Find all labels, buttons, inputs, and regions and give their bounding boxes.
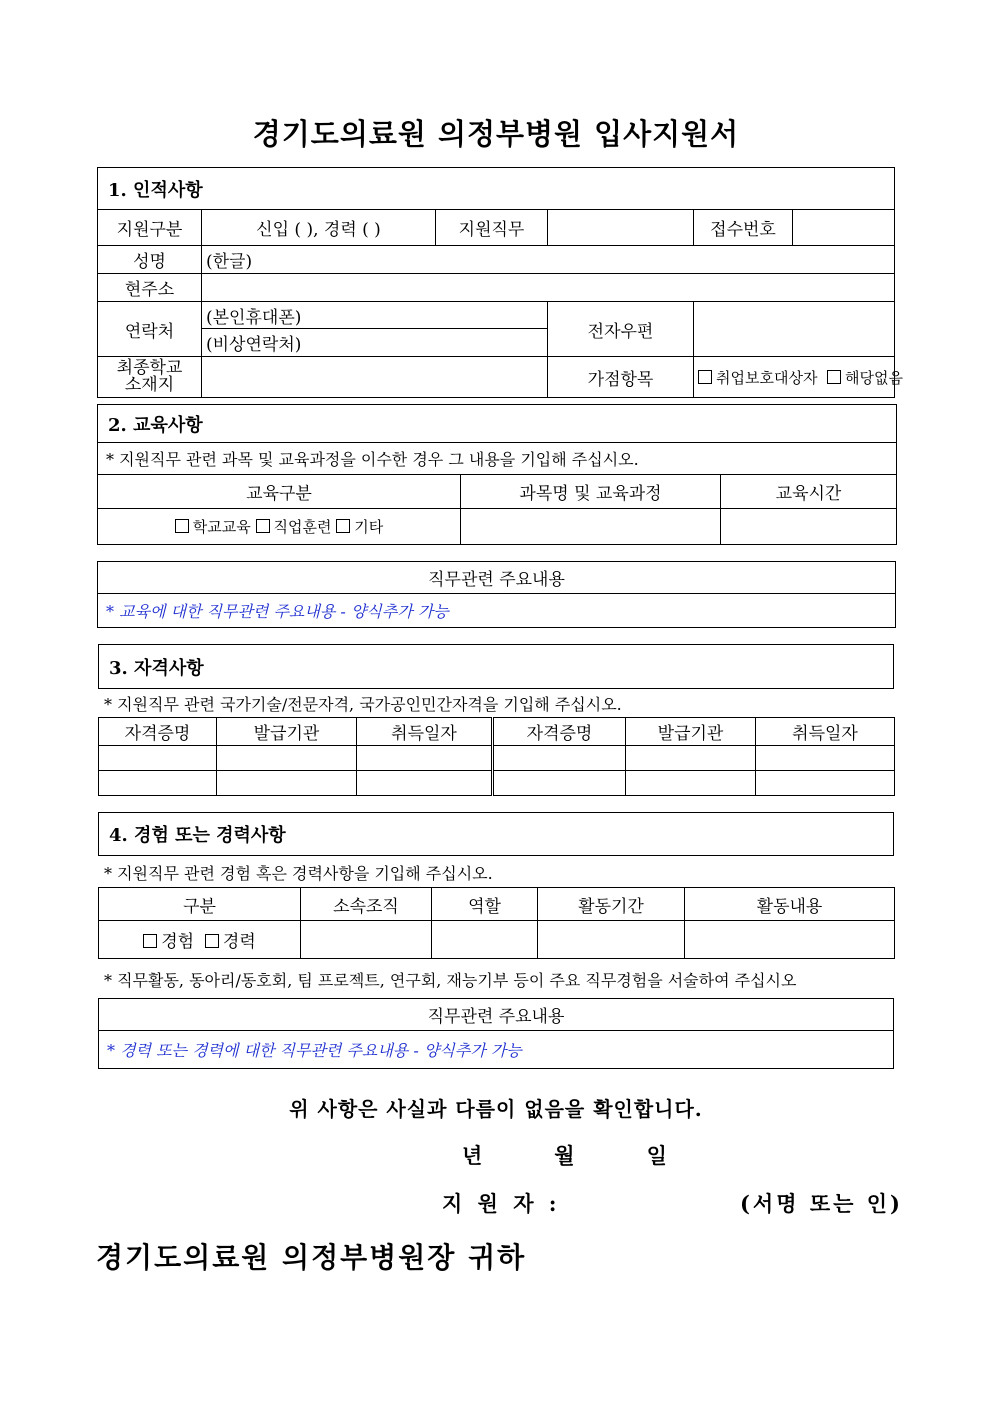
receipt-label: 접수번호 <box>694 210 793 246</box>
signature-label: (서명 또는 인) <box>740 1191 903 1216</box>
date-line <box>462 1140 739 1170</box>
section3-heading: 3. 자격사항 <box>99 645 894 689</box>
school-label-line1: 최종학교 <box>116 358 183 378</box>
section1-heading: 1. 인적사항 <box>98 168 895 210</box>
edu-type-header: 교육구분 <box>98 475 461 509</box>
cert-col-issuer-1: 발급기관 <box>217 718 357 746</box>
checkbox-other[interactable] <box>336 519 350 533</box>
cert-cell[interactable] <box>99 746 217 771</box>
checkbox-veteran[interactable] <box>698 370 712 384</box>
school-label <box>98 357 202 398</box>
exp-type-options <box>99 921 301 959</box>
education-table <box>97 404 897 545</box>
checkbox-school[interactable] <box>175 519 189 533</box>
cert-cell[interactable] <box>756 771 895 796</box>
section3-note: * 지원직무 관련 국가기술/전문자격, 국가공인민간자격을 기입해 주십시오. <box>104 695 622 714</box>
exp-col-org: 소속조직 <box>301 888 432 921</box>
section4-note2: * 직무활동, 동아리/동호회, 팀 프로젝트, 연구회, 재능기부 등이 주요 직무경험을 서술하여 주십시오 <box>104 971 797 990</box>
cert-cell[interactable] <box>493 746 626 771</box>
bonus-label: 가점항목 <box>548 357 694 398</box>
checkbox-experience[interactable] <box>143 934 157 948</box>
edu-hours-field[interactable] <box>721 509 897 545</box>
edu-detail-header: 직무관련 주요내용 <box>98 562 896 594</box>
recipient-line: 경기도의료원 의정부병원장 귀하 <box>96 1241 527 1274</box>
exp-detail-header: 직무관련 주요내용 <box>99 999 894 1031</box>
bonus-options <box>694 357 903 398</box>
address-label: 현주소 <box>98 274 202 302</box>
cert-cell[interactable] <box>626 771 756 796</box>
cert-cell[interactable] <box>357 746 493 771</box>
exp-col-activity: 활동내용 <box>685 888 895 921</box>
school-field[interactable] <box>202 357 548 398</box>
cert-col-name-1: 자격증명 <box>99 718 217 746</box>
cert-cell[interactable] <box>493 771 626 796</box>
exp-activity-field[interactable] <box>685 921 895 959</box>
applicant-label: 지 원 자 : <box>442 1191 561 1216</box>
exp-period-field[interactable] <box>538 921 685 959</box>
edu-detail-field[interactable]: * 교육에 대한 직무관련 주요내용 - 양식추가 가능 <box>98 594 896 628</box>
cert-cell[interactable] <box>99 771 217 796</box>
month-label: 월 <box>554 1143 575 1168</box>
personal-info-table <box>97 167 903 398</box>
edu-hours-header: 교육시간 <box>721 475 897 509</box>
section4-heading: 4. 경험 또는 경력사항 <box>99 813 894 856</box>
apply-type-label: 지원구분 <box>98 210 202 246</box>
receipt-field[interactable] <box>793 210 895 246</box>
cert-cell[interactable] <box>217 771 357 796</box>
cert-col-name-2: 자격증명 <box>493 718 626 746</box>
experience-detail-table <box>98 998 894 1069</box>
career-label: 경력 <box>222 932 256 952</box>
section4-note: * 지원직무 관련 경험 혹은 경력사항을 기입해 주십시오. <box>104 864 493 883</box>
exp-col-type: 구분 <box>99 888 301 921</box>
exp-role-field[interactable] <box>432 921 538 959</box>
veteran-label: 취업보호대상자 <box>716 368 818 387</box>
email-label: 전자우편 <box>548 302 694 357</box>
checkbox-career[interactable] <box>205 934 219 948</box>
exp-col-role: 역할 <box>432 888 538 921</box>
cert-cell[interactable] <box>626 746 756 771</box>
edu-course-header: 과목명 및 교육과정 <box>461 475 721 509</box>
exp-detail-field[interactable]: * 경력 또는 경력에 대한 직무관련 주요내용 - 양식추가 가능 <box>99 1031 894 1069</box>
experience-table <box>98 887 895 959</box>
job-field[interactable] <box>548 210 694 246</box>
cert-col-issuer-2: 발급기관 <box>626 718 756 746</box>
checkbox-vocational[interactable] <box>256 519 270 533</box>
cert-col-date-2: 취득일자 <box>756 718 895 746</box>
section2-note: * 지원직무 관련 과목 및 교육과정을 이수한 경우 그 내용을 기입해 주십시오. <box>98 443 897 475</box>
school-edu-label: 학교교육 <box>192 518 251 536</box>
cert-cell[interactable] <box>217 746 357 771</box>
cert-col-date-1: 취득일자 <box>357 718 493 746</box>
vocational-label: 직업훈련 <box>273 518 332 536</box>
confirmation-statement: 위 사항은 사실과 다름이 없음을 확인합니다. <box>289 1097 703 1121</box>
experience-heading-table <box>98 812 894 856</box>
other-label: 기타 <box>354 518 384 536</box>
name-field[interactable]: (한글) <box>202 246 895 274</box>
cert-cell[interactable] <box>756 746 895 771</box>
certificate-table <box>98 717 895 796</box>
phone-field[interactable]: (본인휴대폰) <box>202 302 548 329</box>
day-label: 일 <box>646 1143 667 1168</box>
emergency-field[interactable]: (비상연락처) <box>202 329 548 357</box>
edu-course-field[interactable] <box>461 509 721 545</box>
apply-type-field[interactable]: 신입 ( ), 경력 ( ) <box>202 210 436 246</box>
page-title: 경기도의료원 의정부병원 입사지원서 <box>252 117 740 151</box>
contact-label: 연락처 <box>98 302 202 357</box>
table-row <box>99 771 895 796</box>
certificate-heading-table <box>98 644 894 689</box>
job-label: 지원직무 <box>436 210 548 246</box>
education-detail-table <box>97 561 896 628</box>
edu-type-options <box>98 509 461 545</box>
section2-heading: 2. 교육사항 <box>98 405 897 443</box>
cert-cell[interactable] <box>357 771 493 796</box>
experience-label: 경험 <box>161 932 195 952</box>
name-label: 성명 <box>98 246 202 274</box>
table-row <box>99 746 895 771</box>
school-label-line2: 소재지 <box>124 375 175 395</box>
year-label: 년 <box>462 1143 483 1168</box>
exp-col-period: 활동기간 <box>538 888 685 921</box>
email-field[interactable] <box>694 302 895 357</box>
checkbox-none[interactable] <box>827 370 841 384</box>
address-field[interactable] <box>202 274 895 302</box>
none-label: 해당없음 <box>844 368 903 387</box>
exp-org-field[interactable] <box>301 921 432 959</box>
